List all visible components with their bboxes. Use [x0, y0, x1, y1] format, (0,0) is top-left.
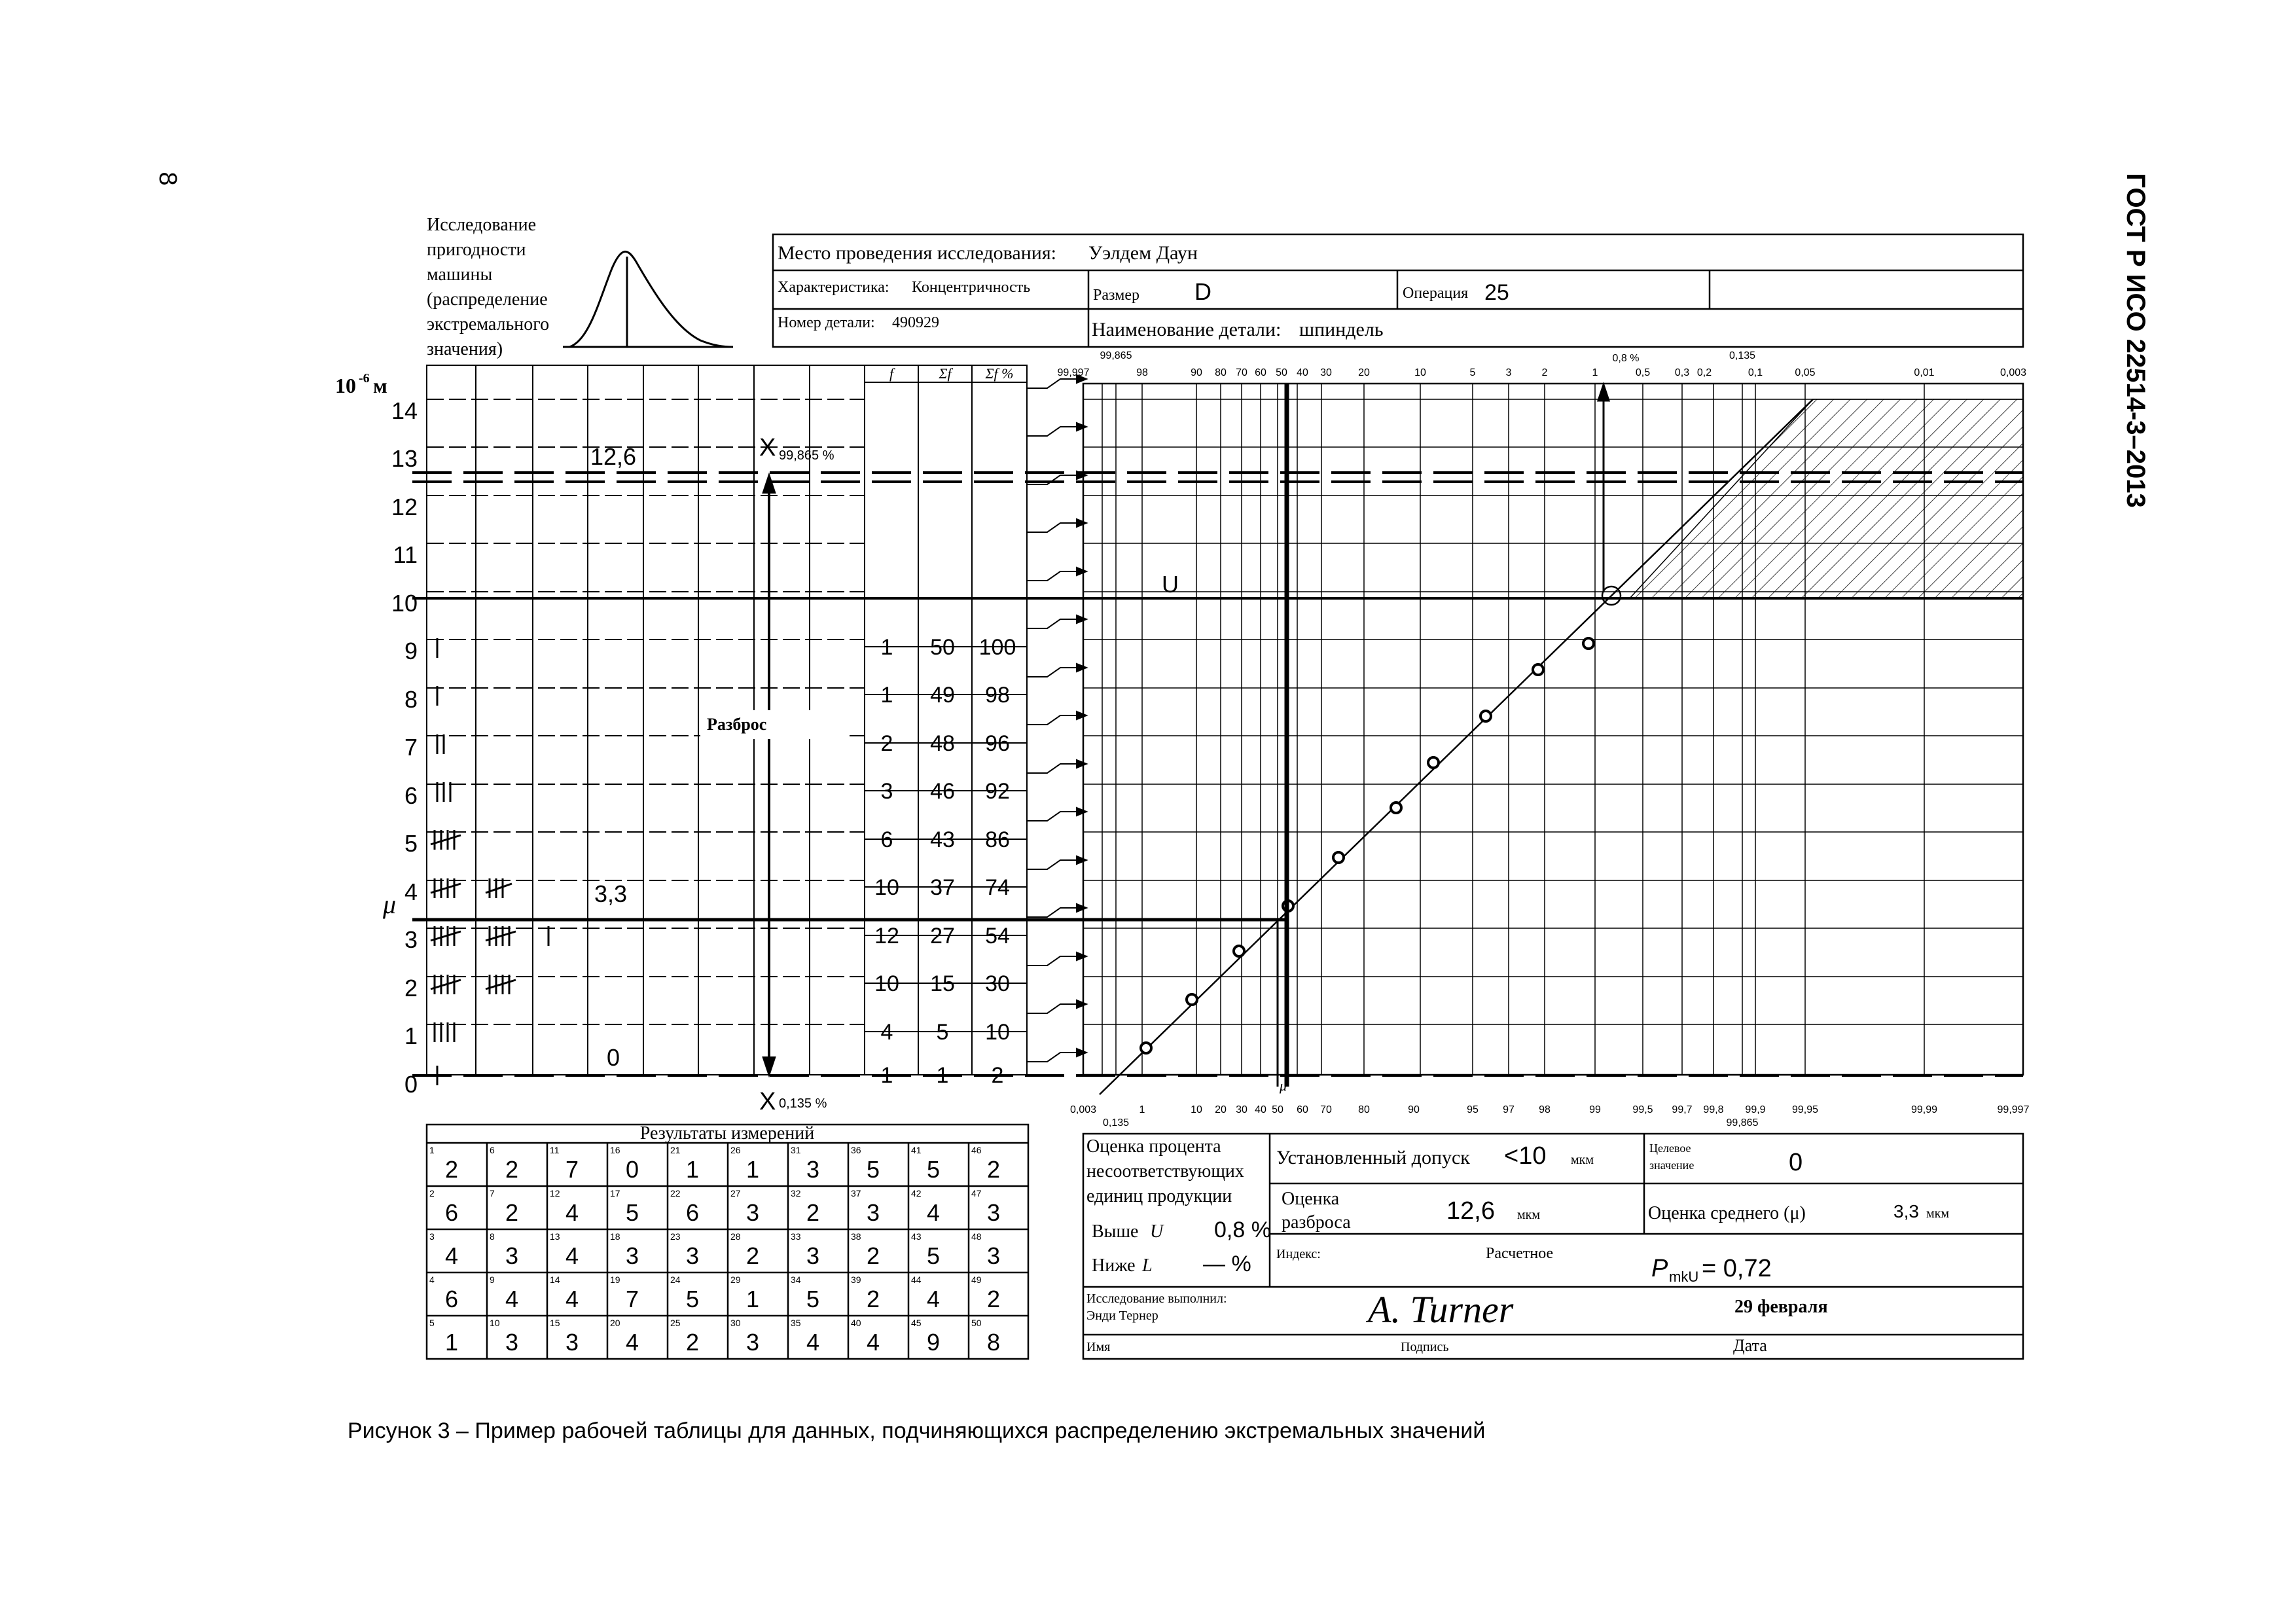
prob-bottom-label: 90: [1408, 1104, 1420, 1115]
measurement-index: 35: [791, 1318, 801, 1328]
prob-bottom-label: 0,003: [1069, 1104, 1097, 1115]
prob-bottom-label: 99,5: [1632, 1104, 1653, 1115]
measurement-index: 16: [610, 1145, 620, 1155]
tolerance-unit: мкм: [1571, 1153, 1594, 1167]
measurement-value: 4: [926, 1286, 941, 1312]
data-point: [1583, 638, 1594, 649]
prob-top-label: 0,1: [1748, 367, 1763, 378]
measurement-index: 32: [791, 1188, 801, 1199]
measurement-value: 1: [685, 1156, 700, 1183]
freq-f: 3: [880, 779, 893, 804]
data-point: [1187, 994, 1197, 1005]
mean-value: 3,3: [1893, 1201, 1919, 1221]
measurement-index: 20: [610, 1318, 620, 1328]
performed-by-name: Энди Тернер: [1086, 1308, 1158, 1323]
freq-header: Σf: [939, 365, 952, 382]
freq-f: 2: [880, 731, 893, 756]
measurement-index: 5: [429, 1318, 435, 1328]
measurement-index: 8: [490, 1231, 495, 1242]
measurement-index: 15: [550, 1318, 560, 1328]
measurement-value: 3: [625, 1242, 639, 1269]
measurement-value: 1: [745, 1156, 760, 1183]
measurement-value: 4: [806, 1329, 820, 1356]
prob-bottom-label: 70: [1320, 1104, 1332, 1115]
below-var: L: [1142, 1255, 1153, 1276]
measurement-index: 10: [490, 1318, 500, 1328]
prob-top-label: 0,01: [1914, 367, 1935, 378]
y-tick-label: 8: [404, 686, 418, 713]
study-title: [427, 215, 549, 359]
spread-arrow: [764, 477, 774, 1074]
spread-value: 12,6: [1446, 1197, 1495, 1225]
prob-top-label: 90: [1191, 367, 1202, 378]
prob-top-extra: 0,135: [1729, 350, 1756, 361]
frequency-rows: [874, 635, 1016, 1088]
prob-bottom-extra: 0,135: [1102, 1117, 1130, 1128]
prob-bottom-label: 30: [1236, 1104, 1247, 1115]
measurement-value: 3: [806, 1156, 820, 1183]
prob-bottom-label: 99,9: [1745, 1104, 1766, 1115]
freq-cum: 1: [936, 1063, 949, 1088]
measurement-value: 3: [505, 1329, 519, 1356]
measurement-index: 39: [851, 1274, 861, 1285]
unit-label: [335, 371, 387, 397]
measurement-index: 21: [670, 1145, 681, 1155]
target-value: 0: [1789, 1149, 1803, 1176]
part-number-value: 490929: [892, 314, 939, 331]
y-tick-label: 9: [404, 638, 418, 664]
prob-top-label: 99,997: [1057, 367, 1090, 378]
prob-bottom-label: 95: [1467, 1104, 1479, 1115]
measurement-index: 13: [550, 1231, 560, 1242]
measurement-index: 47: [971, 1188, 982, 1199]
measurement-value: 2: [505, 1199, 519, 1226]
page-number: 8: [154, 171, 181, 186]
x-upper-symbol: X: [759, 434, 776, 461]
y-tick-label: 3: [404, 926, 418, 953]
measurement-value: 2: [685, 1329, 700, 1356]
measurement-value: 3: [745, 1199, 760, 1226]
measurement-index: 41: [911, 1145, 922, 1155]
measurement-value: 7: [625, 1286, 639, 1312]
performed-by-label: Исследование выполнил:: [1086, 1291, 1227, 1306]
measurement-value: 2: [505, 1156, 519, 1183]
part-name-value: шпиндель: [1299, 319, 1384, 340]
prob-top-label: 10: [1414, 367, 1426, 378]
operation-label: Операция: [1403, 285, 1469, 302]
measurement-value: 2: [866, 1286, 880, 1312]
nonconf-title-line: несоответствующих: [1086, 1161, 1244, 1182]
tolerance-value: <10: [1504, 1142, 1547, 1170]
measurement-index: 18: [610, 1231, 620, 1242]
y-tick-label: 1: [404, 1022, 418, 1049]
value-lower-label: 0: [607, 1044, 620, 1071]
y-axis-labels: [391, 397, 418, 1098]
mu-label: μ: [383, 890, 397, 919]
u-label: U: [1162, 571, 1179, 598]
measurement-value: 8: [986, 1329, 1001, 1356]
prob-bottom-label: 10: [1191, 1104, 1202, 1115]
freq-pct: 100: [978, 635, 1016, 660]
measurement-index: 7: [490, 1188, 495, 1199]
measurement-value: 1: [444, 1329, 459, 1356]
measurement-index: 19: [610, 1274, 620, 1285]
freq-cum: 48: [930, 731, 955, 756]
measurement-index: 2: [429, 1188, 435, 1199]
prob-top-label: 80: [1215, 367, 1227, 378]
measurement-index: 11: [550, 1145, 560, 1155]
measurement-index: 37: [851, 1188, 861, 1199]
signature: A. Turner: [1368, 1288, 1514, 1331]
y-tick-label: 10: [391, 590, 418, 617]
pmk-value: = 0,72: [1702, 1255, 1772, 1282]
y-tick-label: 12: [391, 494, 418, 520]
prob-top-label: 30: [1320, 367, 1332, 378]
measurement-index: 25: [670, 1318, 681, 1328]
measurement-value: 2: [444, 1156, 459, 1183]
freq-pct: 2: [991, 1063, 1004, 1088]
measurement-index: 44: [911, 1274, 922, 1285]
freq-pct: 86: [985, 827, 1010, 852]
freq-f: 1: [880, 1063, 893, 1088]
measurement-value: 6: [444, 1286, 459, 1312]
y-tick-label: 2: [404, 975, 418, 1001]
measurement-index: 6: [490, 1145, 495, 1155]
above-value: 0,8 %: [1214, 1218, 1271, 1242]
freq-f: 1: [880, 683, 893, 708]
freq-f: 10: [874, 875, 899, 900]
measurement-value: 5: [625, 1199, 639, 1226]
freq-pct: 54: [985, 924, 1010, 948]
figure-caption: Рисунок 3 – Пример рабочей таблицы для данных, подчиняющихся распределению экстремальных значений: [348, 1418, 1486, 1443]
prob-top-label: 5: [1469, 367, 1476, 378]
size-label: Размер: [1093, 287, 1139, 304]
data-point: [1234, 946, 1244, 956]
study-title-line: экстремального: [427, 314, 550, 334]
measurement-value: 3: [986, 1199, 1001, 1226]
measurement-index: 24: [670, 1274, 681, 1285]
measurement-value: 0: [625, 1156, 639, 1183]
unit-exp: -6: [359, 371, 370, 386]
prob-bottom-label: 80: [1358, 1104, 1370, 1115]
prob-bottom-label: 97: [1503, 1104, 1515, 1115]
spread-label-line: разброса: [1282, 1212, 1351, 1233]
size-value: D: [1194, 278, 1211, 305]
part-number-label: Номер детали:: [778, 314, 875, 331]
pmk-symbol: P: [1651, 1255, 1668, 1282]
measurement-value: 3: [986, 1242, 1001, 1269]
characteristic-label: Характеристика:: [778, 279, 889, 296]
mean-unit: мкм: [1926, 1206, 1950, 1221]
data-points: [1141, 638, 1594, 1053]
measurement-index: 31: [791, 1145, 801, 1155]
measurement-index: 42: [911, 1188, 922, 1199]
above-label: Выше: [1092, 1221, 1139, 1242]
prob-top-label: 0,003: [2000, 367, 2027, 378]
prob-bottom-label: 99,7: [1672, 1104, 1693, 1115]
measurement-value: 2: [986, 1286, 1001, 1312]
measurement-value: 6: [685, 1199, 700, 1226]
target-label-line: значение: [1649, 1159, 1695, 1172]
value-mean-label: 3,3: [594, 880, 628, 907]
below-value: — %: [1203, 1252, 1251, 1276]
measurement-value: 4: [565, 1286, 579, 1312]
prob-bottom-label: 99,95: [1791, 1104, 1819, 1115]
prob-top-label: 70: [1236, 367, 1247, 378]
prob-top-label: 60: [1255, 367, 1266, 378]
freq-cum: 15: [930, 971, 955, 996]
x-upper-label: [759, 434, 834, 463]
measurement-index: 9: [490, 1274, 495, 1285]
index-label: Индекс:: [1276, 1247, 1321, 1261]
measurement-index: 4: [429, 1274, 435, 1285]
name-col: Имя: [1086, 1340, 1111, 1354]
hatched-region: [1630, 399, 2023, 598]
study-title-line: машины: [427, 264, 493, 285]
x-lower-symbol: X: [759, 1088, 776, 1115]
freq-cum: 43: [930, 827, 955, 852]
measurement-index: 36: [851, 1145, 861, 1155]
prob-top-label: 3: [1505, 367, 1512, 378]
data-point: [1391, 803, 1401, 813]
operation-value: 25: [1484, 280, 1509, 305]
data-point: [1141, 1043, 1151, 1053]
freq-cum: 27: [930, 924, 955, 948]
study-title-line: (распределение: [427, 289, 548, 310]
freq-pct: 30: [985, 971, 1010, 996]
data-point: [1480, 711, 1491, 721]
date-col: Дата: [1733, 1336, 1767, 1355]
tolerance-label: Установленный допуск: [1276, 1147, 1470, 1168]
mu-vertical: [1278, 384, 1287, 1087]
measurement-value: 3: [565, 1329, 579, 1356]
fitted-line: [1100, 399, 1813, 1094]
measurement-value: 5: [806, 1286, 820, 1312]
nonconf-title-line: единиц продукции: [1086, 1186, 1232, 1206]
above-var: U: [1150, 1221, 1164, 1242]
freq-cum: 49: [930, 683, 955, 708]
measurement-index: 22: [670, 1188, 681, 1199]
measurement-index: 50: [971, 1318, 982, 1328]
unit-suffix: м: [373, 374, 387, 397]
freq-pct: 10: [985, 1020, 1010, 1045]
measurement-value: 4: [444, 1242, 459, 1269]
prob-top-label: 2: [1541, 367, 1548, 378]
value-upper-label: 12,6: [590, 443, 637, 470]
y-tick-label: 4: [404, 878, 418, 905]
prob-top-labels: [1058, 350, 2027, 378]
prob-top-label: 0,2: [1696, 367, 1712, 378]
x-lower-label: [759, 1088, 827, 1115]
prob-top-label: 20: [1358, 367, 1370, 378]
unit-base: 10: [335, 374, 356, 397]
prob-bottom-label: 99,99: [1910, 1104, 1938, 1115]
prob-top-label: 0,05: [1795, 367, 1816, 378]
freq-f: 1: [880, 635, 893, 660]
mu-small-label: μ: [1280, 1077, 1287, 1094]
measurement-value: 5: [866, 1156, 880, 1183]
measurement-index: 26: [730, 1145, 741, 1155]
measurement-value: 4: [565, 1242, 579, 1269]
measurement-index: 27: [730, 1188, 741, 1199]
measurement-index: 29: [730, 1274, 741, 1285]
measurement-value: 4: [505, 1286, 519, 1312]
y-tick-label: 0: [404, 1071, 418, 1098]
prob-top-label: 1: [1592, 367, 1598, 378]
measurement-value: 9: [926, 1329, 941, 1356]
prob-bottom-label: 1: [1139, 1104, 1145, 1115]
spread-label: Разброс: [707, 715, 767, 734]
target-label-line: Целевое: [1649, 1142, 1691, 1155]
prob-bottom-extra: 99,865: [1726, 1117, 1759, 1128]
upper-pct-arrow: [1598, 385, 1609, 592]
measurement-index: 45: [911, 1318, 922, 1328]
measurement-index: 38: [851, 1231, 861, 1242]
prob-bottom-label: 99: [1589, 1104, 1601, 1115]
prob-bottom-label: 99,8: [1703, 1104, 1724, 1115]
prob-bottom-labels: [1070, 1104, 2030, 1128]
study-title-line: значения): [427, 339, 503, 359]
measurement-index: 40: [851, 1318, 861, 1328]
measurement-index: 48: [971, 1231, 982, 1242]
prob-bottom-label: 50: [1272, 1104, 1283, 1115]
place-label: Место проведения исследования:: [778, 242, 1056, 264]
measurement-value: 3: [745, 1329, 760, 1356]
standard-id: ГОСТ Р ИСО 22514-3–2013: [2121, 173, 2150, 508]
x-lower-subscript: 0,135 %: [779, 1096, 827, 1111]
freq-strikes: [865, 647, 1027, 1075]
measurements-title: Результаты измерений: [639, 1123, 815, 1144]
y-tick-label: 13: [391, 445, 418, 472]
measurement-cells: [429, 1145, 1000, 1356]
measurement-index: 1: [429, 1145, 435, 1155]
measurement-index: 43: [911, 1231, 922, 1242]
freq-pct: 74: [985, 875, 1010, 900]
prob-top-extra: 0,8 %: [1612, 353, 1640, 364]
freq-pct: 96: [985, 731, 1010, 756]
freq-header: Σf %: [985, 365, 1014, 382]
prob-top-label: 98: [1136, 367, 1148, 378]
measurement-value: 5: [685, 1286, 700, 1312]
pmk-sub: mkU: [1669, 1269, 1699, 1285]
measurement-value: 1: [745, 1286, 760, 1312]
measurement-index: 3: [429, 1231, 435, 1242]
y-tick-label: 11: [393, 541, 418, 568]
distribution-sketch-icon: [563, 251, 733, 347]
freq-pct: 92: [985, 779, 1010, 804]
measurement-value: 2: [986, 1156, 1001, 1183]
y-tick-label: 14: [391, 397, 418, 424]
measurement-index: 46: [971, 1145, 982, 1155]
measurement-index: 12: [550, 1188, 560, 1199]
freq-f: 4: [880, 1020, 893, 1045]
prob-top-extra: 99,865: [1100, 350, 1132, 361]
spread-unit: мкм: [1517, 1208, 1541, 1222]
freq-f: 10: [874, 971, 899, 996]
freq-header: f: [889, 365, 894, 382]
measurement-index: 28: [730, 1231, 741, 1242]
measurement-value: 2: [866, 1242, 880, 1269]
tally-marks: [431, 638, 548, 1085]
below-label: Ниже: [1092, 1255, 1136, 1276]
y-tick-label: 7: [404, 734, 418, 761]
measurement-value: 2: [745, 1242, 760, 1269]
measurement-index: 49: [971, 1274, 982, 1285]
part-name-label: Наименование детали:: [1092, 319, 1282, 340]
mean-label: Оценка среднего (μ): [1648, 1203, 1806, 1223]
prob-top-label: 0,5: [1635, 367, 1651, 378]
measurement-value: 5: [926, 1156, 941, 1183]
prob-bottom-label: 60: [1297, 1104, 1308, 1115]
freq-f: 12: [874, 924, 899, 948]
measurement-value: 4: [926, 1199, 941, 1226]
data-point: [1533, 664, 1543, 675]
prob-top-label: 0,3: [1674, 367, 1690, 378]
date-value: 29 февраля: [1734, 1297, 1828, 1317]
measurement-index: 30: [730, 1318, 741, 1328]
place-value: Уэлдем Даун: [1088, 242, 1198, 264]
measurement-value: 3: [685, 1242, 700, 1269]
measurement-index: 17: [610, 1188, 620, 1199]
freq-cum: 50: [930, 635, 955, 660]
measurement-value: 4: [565, 1199, 579, 1226]
sign-col: Подпись: [1401, 1340, 1449, 1354]
y-tick-label: 5: [404, 830, 418, 857]
measurement-value: 3: [505, 1242, 519, 1269]
data-point: [1428, 757, 1439, 768]
prob-bottom-label: 98: [1539, 1104, 1551, 1115]
freq-pct: 98: [985, 683, 1010, 708]
measurement-value: 7: [565, 1156, 579, 1183]
measurement-value: 3: [806, 1242, 820, 1269]
freq-cum: 37: [930, 875, 955, 900]
measurement-value: 4: [866, 1329, 880, 1356]
x-upper-subscript: 99,865 %: [779, 448, 834, 463]
connector-arrows: [1027, 375, 1086, 1062]
measurement-index: 33: [791, 1231, 801, 1242]
measurement-index: 23: [670, 1231, 681, 1242]
prob-top-label: 40: [1297, 367, 1308, 378]
freq-f: 6: [880, 827, 893, 852]
freq-cum: 46: [930, 779, 955, 804]
prob-bottom-label: 40: [1255, 1104, 1266, 1115]
measurement-value: 2: [806, 1199, 820, 1226]
y-tick-label: 6: [404, 782, 418, 809]
study-title-line: пригодности: [427, 240, 526, 260]
prob-top-label: 50: [1276, 367, 1287, 378]
spread-label-line: Оценка: [1282, 1189, 1340, 1209]
freq-cum: 5: [936, 1020, 949, 1045]
measurement-value: 6: [444, 1199, 459, 1226]
measurement-value: 5: [926, 1242, 941, 1269]
data-point: [1333, 852, 1344, 863]
measurement-value: 4: [625, 1329, 639, 1356]
study-title-line: Исследование: [427, 215, 537, 235]
index-type: Расчетное: [1486, 1245, 1554, 1262]
prob-bottom-label: 99,997: [1997, 1104, 2030, 1115]
measurement-value: 3: [866, 1199, 880, 1226]
characteristic-value: Концентричность: [912, 279, 1031, 296]
measurement-index: 14: [550, 1274, 560, 1285]
nonconf-title-line: Оценка процента: [1086, 1136, 1221, 1157]
prob-bottom-label: 20: [1215, 1104, 1227, 1115]
measurement-index: 34: [791, 1274, 801, 1285]
